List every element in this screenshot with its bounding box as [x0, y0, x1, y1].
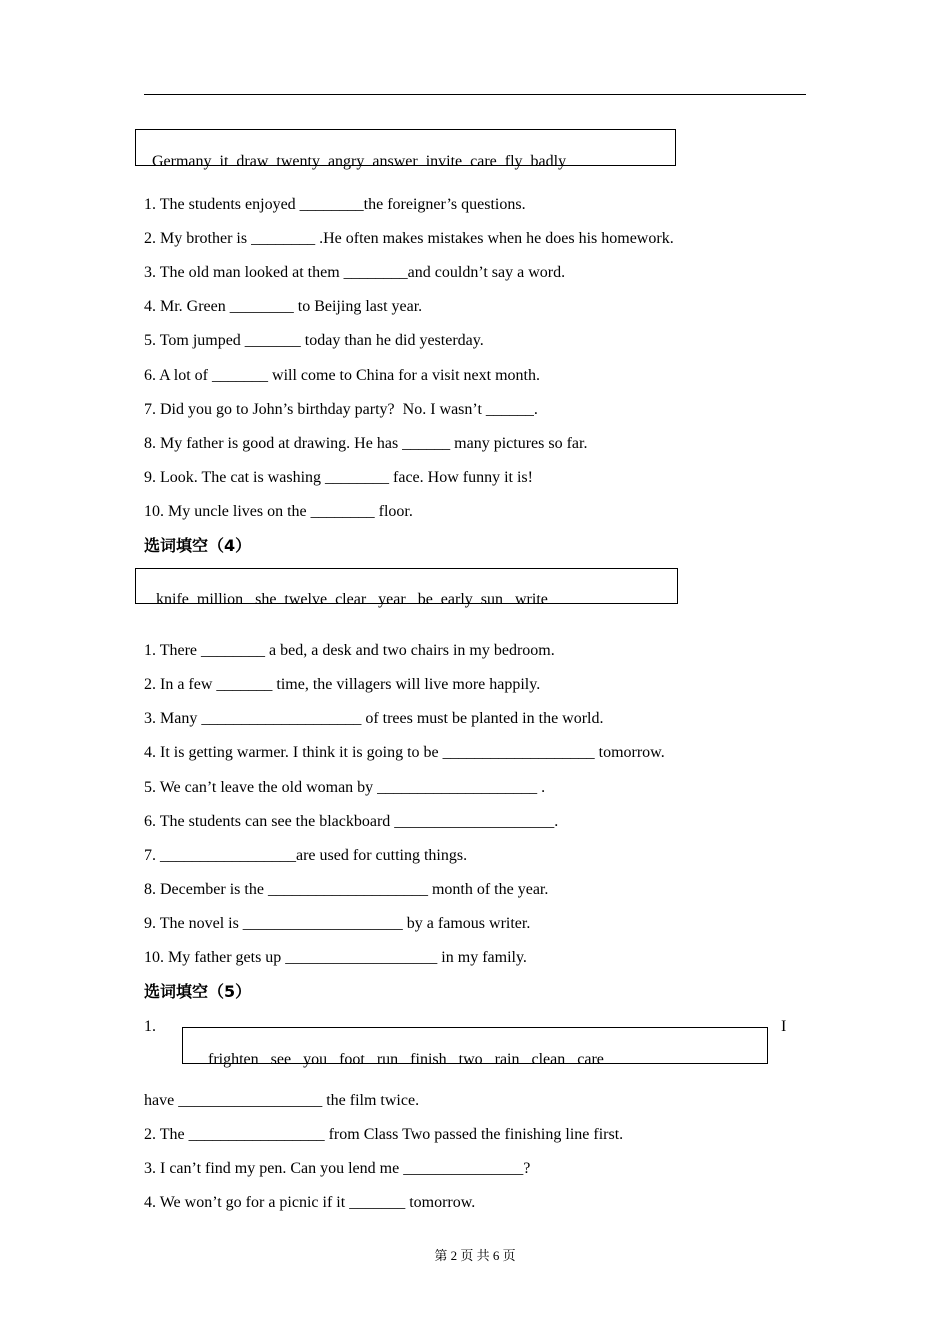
exercise-item: 9. Look. The cat is washing ________ face. How funny it is! — [144, 469, 533, 486]
exercise-item: 6. The students can see the blackboard ____________________. — [144, 813, 559, 830]
word-bank-text: frighten see you foot run finish two rain clean care — [208, 1051, 604, 1068]
page-number: 第 2 页 共 6 页 — [434, 1248, 516, 1263]
word-bank-text: Germany it draw twenty angry answer invite care fly badly — [152, 153, 567, 170]
exercise-item: 5. We can’t leave the old woman by ____________________ . — [144, 779, 546, 796]
section-heading-5: 选词填空（5） — [144, 982, 252, 1001]
exercise-item: 10. My father gets up ___________________ in my family. — [144, 949, 527, 966]
exercise-item: 7. _________________are used for cutting things. — [144, 847, 468, 864]
word-bank-text: knife million she twelve clear year be early sun write — [152, 591, 548, 608]
exercise-item: 6. A lot of _______ will come to China for a visit next month. — [144, 367, 540, 384]
section-heading-4: 选词填空（4） — [144, 536, 252, 555]
exercise-item: 2. In a few _______ time, the villagers will live more happily. — [144, 676, 541, 693]
exercise-item: 5. Tom jumped _______ today than he did yesterday. — [144, 332, 484, 349]
exercise-item: 1. There ________ a bed, a desk and two chairs in my bedroom. — [144, 642, 555, 659]
exercise-item: 3. I can’t find my pen. Can you lend me _______________? — [144, 1160, 531, 1177]
exercise-item: 9. The novel is ____________________ by a famous writer. — [144, 915, 531, 932]
word-bank-box-4 — [135, 568, 678, 608]
exercise-item: 3. Many ____________________ of trees must be planted in the world. — [144, 710, 604, 727]
word-bank-box-3 — [135, 129, 676, 170]
exercise-item: 1. The students enjoyed ________the foreigner’s questions. — [144, 196, 526, 213]
exercise-item: 10. My uncle lives on the ________ floor. — [144, 503, 413, 520]
exercise-item: 4. We won’t go for a picnic if it _______ tomorrow. — [144, 1194, 476, 1211]
exercise-item: 7. Did you go to John’s birthday party? No. I wasn’t ______. — [144, 401, 538, 418]
exercise-item: 8. December is the ____________________ month of the year. — [144, 881, 549, 898]
exercise-item: 4. Mr. Green ________ to Beijing last year. — [144, 298, 423, 315]
exercise-item: 8. My father is good at drawing. He has ______ many pictures so far. — [144, 435, 588, 452]
item-fragment: I — [781, 1018, 787, 1035]
word-bank-box-5 — [182, 1027, 768, 1068]
exercise-item: 2. My brother is ________ .He often makes mistakes when he does his homework. — [144, 230, 674, 247]
exercise-item: 2. The _________________ from Class Two passed the finishing line first. — [144, 1126, 624, 1143]
header-rule — [144, 94, 806, 95]
exercise-item: 4. It is getting warmer. I think it is going to be ___________________ tomorrow. — [144, 744, 665, 761]
exercise-item: 3. The old man looked at them ________and couldn’t say a word. — [144, 264, 566, 281]
item-number: 1. — [144, 1018, 156, 1035]
exercise-item: have __________________ the film twice. — [144, 1092, 420, 1109]
